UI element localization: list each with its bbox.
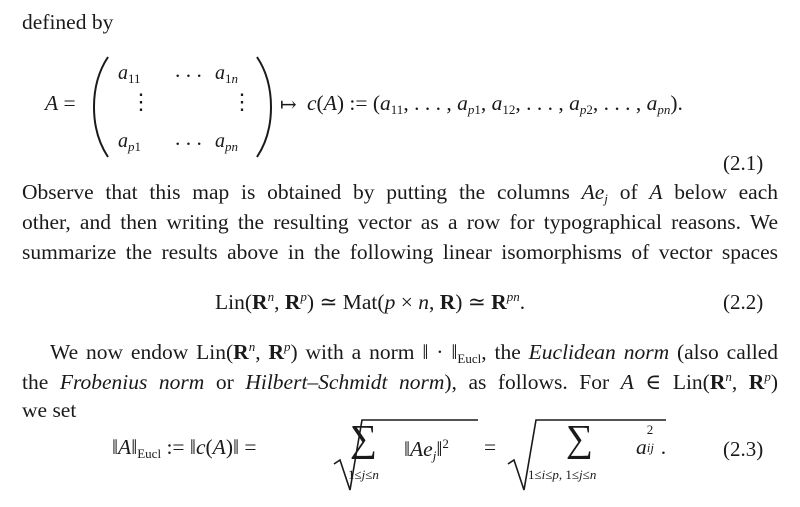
paragraph2-line1: We now endow $Lin(R^n$, $R^p$) with a norm ‖ · $‖_{Eucl}$, the Euclidean norm (also called xyxy=(50,339,778,366)
eq-2-3-lhs: $‖A‖_{Eucl}$ := ‖c(A)‖ = xyxy=(112,435,257,461)
paragraph2-line3: we set xyxy=(22,398,77,422)
matrix-apn: $a_{pn}$ xyxy=(215,130,238,154)
matrix-hdots-1: . . . xyxy=(175,58,202,82)
paragraph1-line2: other, and then writing the resulting vector as a row for typographical reasons. We xyxy=(22,210,778,234)
sum-index-1: 1≤j≤n xyxy=(348,467,379,482)
mapsto-symbol: ↦ xyxy=(280,94,297,116)
matrix-left-paren xyxy=(90,55,112,159)
equals-sign: = xyxy=(484,435,497,459)
matrix-right-paren xyxy=(253,55,275,159)
sum-body-1: ‖Aej‖$^2$ xyxy=(404,436,449,463)
matrix-a1n: $a_{1n}$ xyxy=(215,62,238,86)
sum-body-2: a 2 ij . xyxy=(636,422,667,459)
eq-2-1-rhs: c(A) := ($a_{11}$, . . . , $a_{p1}$, $a_{12}$, . . . , $a_{p2}$, . . . , $a_{pn}$). xyxy=(307,91,683,117)
matrix-ap1: $a_{p1}$ xyxy=(118,130,141,154)
paragraph1-line1: Observe that this map is obtained by putting the columns Aej of A below each xyxy=(22,180,778,206)
matrix-a11: $a_{11}$ xyxy=(118,62,141,86)
paragraph2-line2: the Frobenius norm or Hilbert–Schmidt norm), as follows. For A ∈ $Lin(R^n$, $R^p$) xyxy=(22,369,778,394)
matrix-vdots-1: ⋮ xyxy=(130,89,152,114)
intro-text: defined by xyxy=(22,10,114,34)
matrix-hdots-2: . . . xyxy=(175,126,202,150)
eq-2-3-number: (2.3) xyxy=(723,437,764,461)
eq-2-1-lhs: A = xyxy=(45,91,76,115)
sum-symbol-2: ∑ xyxy=(566,418,594,460)
sum-index-2: 1≤i≤p, 1≤j≤n xyxy=(528,467,597,482)
matrix-vdots-2: ⋮ xyxy=(231,89,253,114)
eq-2-2-number: (2.2) xyxy=(723,290,764,314)
eq-2-1-number: (2.1) xyxy=(723,151,764,175)
sum-symbol-1: ∑ xyxy=(350,418,378,460)
paragraph1-line3: summarize the results above in the following linear isomorphisms of vector spaces xyxy=(22,240,778,264)
eq-2-2-expr: $Lin(R^n$, $R^p$) ≃ Mat(p × n, R) ≃ $R^{pn}$. xyxy=(215,289,526,314)
